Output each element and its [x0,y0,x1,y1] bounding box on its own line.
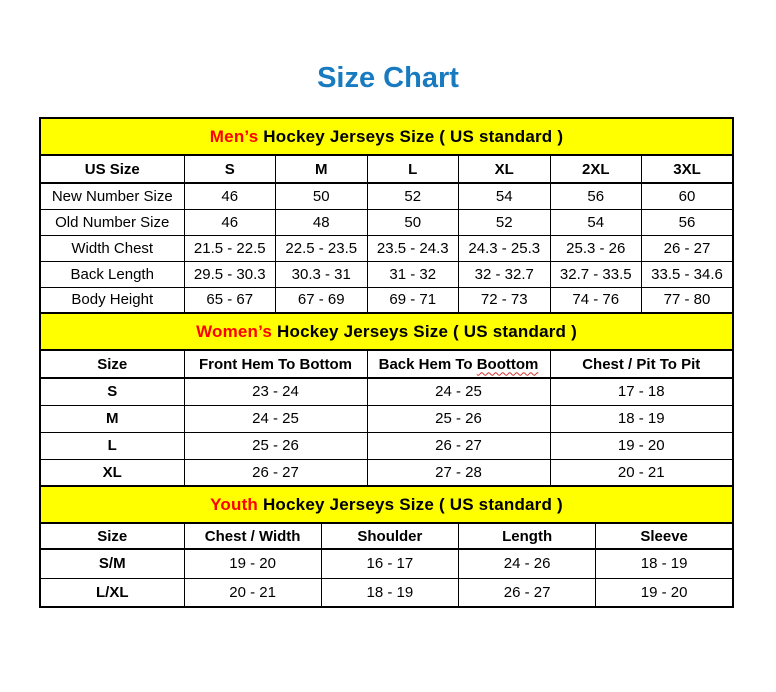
mens-size-value: 33.5 - 34.6 [642,261,734,287]
mens-size-value: 46 [184,183,276,209]
mens-table-row [40,235,733,261]
mens-size-value: 29.5 - 30.3 [184,261,276,287]
mens-size-value: 32 - 32.7 [459,261,551,287]
mens-banner-row [40,118,733,155]
mens-size-value: 67 - 69 [276,287,368,313]
mens-size-value: 50 [276,183,368,209]
mens-size-value: 69 - 71 [367,287,459,313]
mens-banner [40,118,733,155]
womens-size-value: 20 - 21 [550,459,733,486]
mens-size-value: 52 [367,183,459,209]
mens-size-value: 30.3 - 31 [276,261,368,287]
misspelled-word: Boottom [476,355,539,373]
womens-column-header: Size [40,350,184,378]
youth-banner [40,486,733,523]
mens-column-header: S [184,155,276,183]
youth-table-row [40,549,733,578]
page-title: Size Chart [317,62,459,94]
youth-size-value: 19 - 20 [184,549,321,578]
youth-banner-highlight: Youth [210,494,259,514]
youth-size-value: 20 - 21 [184,578,321,607]
womens-size-value: 17 - 18 [550,378,733,405]
mens-size-value: 31 - 32 [367,261,459,287]
mens-banner-text: Hockey Jerseys Size ( US standard ) [258,126,564,146]
womens-table-row [40,378,733,405]
mens-row-label: New Number Size [40,183,184,209]
mens-table-row [40,183,733,209]
womens-column-header: Front Hem To Bottom [184,350,367,378]
mens-column-header: US Size [40,155,184,183]
womens-table-row [40,432,733,459]
youth-size-value: 18 - 19 [596,549,733,578]
mens-size-value: 60 [642,183,734,209]
mens-table-row [40,261,733,287]
youth-size-value: 24 - 26 [459,549,596,578]
womens-size-value: 24 - 25 [367,378,550,405]
mens-size-value: 50 [367,209,459,235]
mens-row-label: Back Length [40,261,184,287]
mens-size-value: 74 - 76 [550,287,642,313]
mens-size-value: 24.3 - 25.3 [459,235,551,261]
mens-row-label: Body Height [40,287,184,313]
mens-size-value: 72 - 73 [459,287,551,313]
youth-banner-row [40,486,733,523]
mens-row-label: Width Chest [40,235,184,261]
mens-size-value: 54 [459,183,551,209]
mens-table-row [40,287,733,313]
womens-banner [40,313,733,350]
womens-header-row [40,350,733,378]
youth-size-value: 19 - 20 [596,578,733,607]
mens-size-value: 48 [276,209,368,235]
womens-size-value: 18 - 19 [550,405,733,432]
mens-size-value: 25.3 - 26 [550,235,642,261]
womens-size-value: 25 - 26 [184,432,367,459]
youth-column-header: Sleeve [596,523,733,549]
mens-size-value: 77 - 80 [642,287,734,313]
mens-column-header: M [276,155,368,183]
womens-table-row [40,405,733,432]
womens-size-value: 26 - 27 [367,432,550,459]
mens-size-value: 22.5 - 23.5 [276,235,368,261]
youth-row-label: L/XL [40,578,184,607]
mens-column-header: L [367,155,459,183]
womens-size-value: 25 - 26 [367,405,550,432]
youth-column-header: Shoulder [321,523,458,549]
mens-column-header: 3XL [642,155,734,183]
size-tables [39,117,734,608]
mens-row-label: Old Number Size [40,209,184,235]
youth-table-row [40,578,733,607]
youth-column-header: Chest / Width [184,523,321,549]
womens-size-value: 23 - 24 [184,378,367,405]
youth-size-table [39,485,734,608]
mens-banner-highlight: Men’s [209,126,259,146]
mens-size-table [39,117,734,314]
youth-column-header: Length [459,523,596,549]
youth-banner-text: Hockey Jerseys Size ( US standard ) [258,494,563,514]
youth-row-label: S/M [40,549,184,578]
mens-size-value: 23.5 - 24.3 [367,235,459,261]
womens-size-value: 27 - 28 [367,459,550,486]
mens-size-value: 52 [459,209,551,235]
womens-size-table [39,312,734,487]
womens-row-label: XL [40,459,184,486]
mens-header-row [40,155,733,183]
womens-banner-text: Hockey Jerseys Size ( US standard ) [272,321,577,341]
mens-size-value: 56 [642,209,734,235]
womens-banner-highlight: Women’s [196,321,273,341]
womens-size-value: 26 - 27 [184,459,367,486]
youth-size-value: 26 - 27 [459,578,596,607]
youth-column-header: Size [40,523,184,549]
mens-size-value: 54 [550,209,642,235]
womens-column-header: Chest / Pit To Pit [550,350,733,378]
mens-size-value: 21.5 - 22.5 [184,235,276,261]
mens-column-header: XL [459,155,551,183]
womens-row-label: S [40,378,184,405]
mens-size-value: 32.7 - 33.5 [550,261,642,287]
youth-header-row [40,523,733,549]
womens-column-header: Back Hem To Boottom [367,350,550,378]
womens-row-label: M [40,405,184,432]
mens-size-value: 26 - 27 [642,235,734,261]
mens-column-header: 2XL [550,155,642,183]
womens-row-label: L [40,432,184,459]
mens-size-value: 56 [550,183,642,209]
womens-banner-row [40,313,733,350]
mens-table-row [40,209,733,235]
mens-size-value: 46 [184,209,276,235]
youth-size-value: 18 - 19 [321,578,458,607]
mens-size-value: 65 - 67 [184,287,276,313]
womens-size-value: 24 - 25 [184,405,367,432]
youth-size-value: 16 - 17 [321,549,458,578]
womens-table-row [40,459,733,486]
womens-size-value: 19 - 20 [550,432,733,459]
